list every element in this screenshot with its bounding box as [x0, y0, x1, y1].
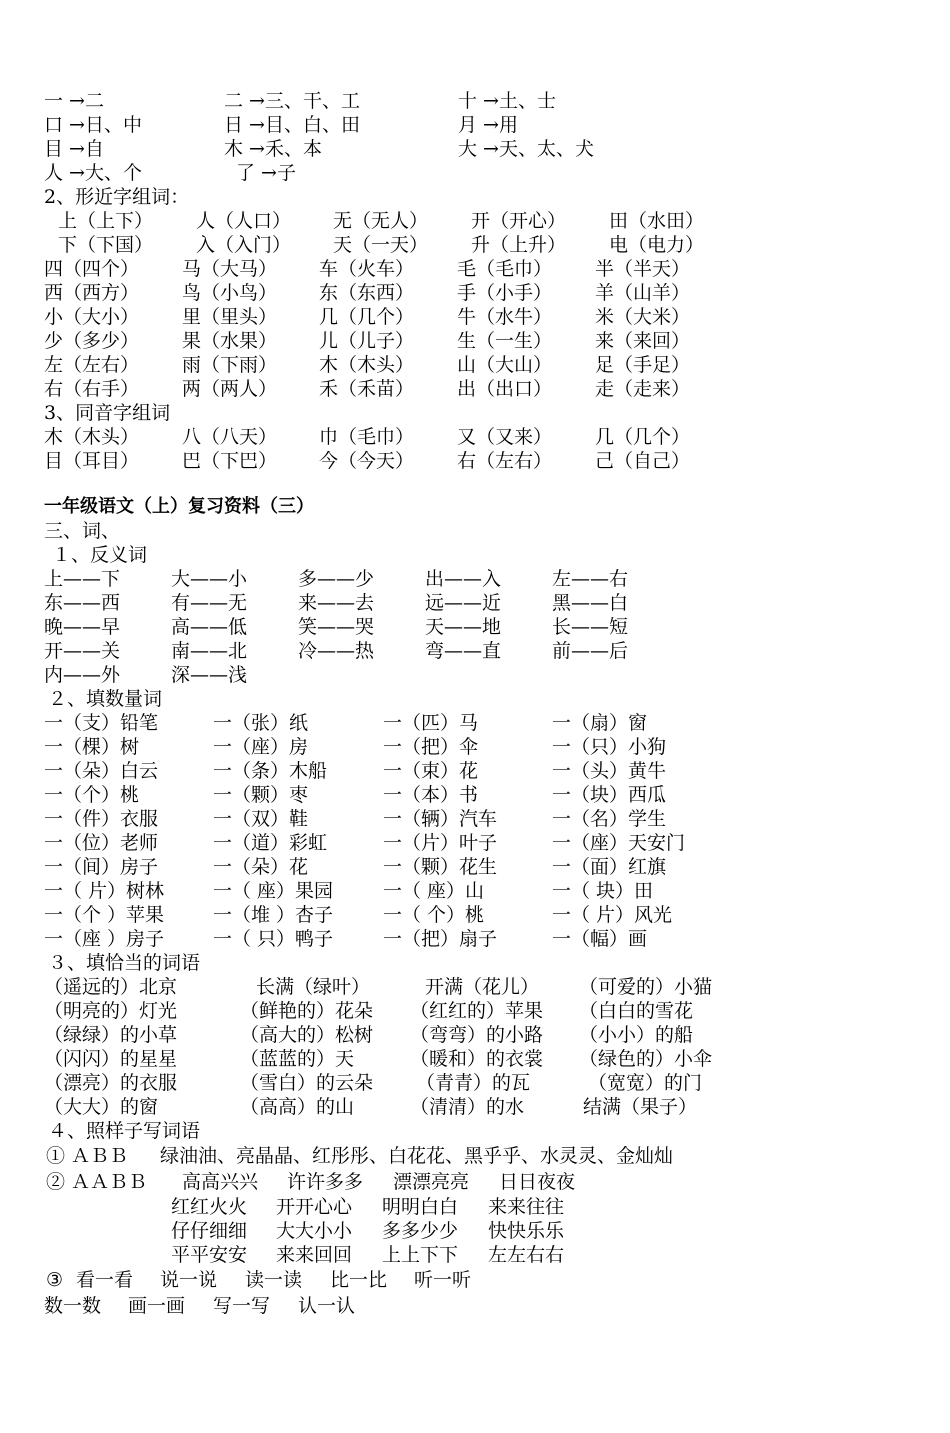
- section-heading-antonym: １、反义词: [52, 544, 148, 566]
- aabb-row: [44, 1243, 924, 1267]
- measure-word-table: [44, 711, 924, 951]
- measure-item: 一（ 只）鸭子: [213, 928, 334, 950]
- antonym-row: [44, 615, 924, 639]
- aba-row: [44, 1293, 924, 1319]
- antonym-item: 出——入: [425, 568, 502, 590]
- section-heading-fill: ３、填恰当的词语: [48, 952, 201, 974]
- antonym-item: 内——外: [44, 664, 121, 686]
- measure-row: [44, 879, 924, 903]
- similar-row: [44, 281, 924, 305]
- aabb-item: 明明白白: [382, 1196, 459, 1218]
- antonym-item: 天——地: [425, 616, 502, 638]
- antonym-row: [44, 663, 924, 687]
- antonym-item: 有——无: [171, 592, 248, 614]
- measure-item: 一（ 块）田: [552, 880, 654, 902]
- antonym-item: 东——西: [44, 592, 121, 614]
- similar-item: 走（走来）: [595, 378, 691, 400]
- homophone-row: [44, 449, 924, 473]
- homophone-row: [44, 425, 924, 449]
- abb-label: ① ＡＢＢ: [46, 1145, 129, 1167]
- homophone-item: 右（左右）: [457, 450, 553, 472]
- fill-item: （漂亮）的衣服: [44, 1072, 178, 1094]
- fill-item: （白白的雪花: [579, 1000, 694, 1022]
- similar-item: 禾（禾苗）: [319, 378, 415, 400]
- measure-item: 一（支）铅笔: [44, 712, 159, 734]
- subheading-words: 三、词、: [44, 520, 121, 542]
- aabb-table: [44, 1169, 924, 1267]
- measure-item: 一（名）学生: [552, 808, 667, 830]
- similar-item: 入（入门）: [196, 234, 292, 256]
- similar-item: 田（水田）: [609, 210, 705, 232]
- measure-row: [44, 927, 924, 951]
- aabb-item: 平平安安: [171, 1244, 248, 1266]
- radical-item: 口 →日、中: [44, 114, 142, 136]
- homophone-item: 巾（毛巾）: [319, 426, 415, 448]
- aba-item: 比一比: [330, 1269, 388, 1291]
- similar-item: 木（木头）: [319, 354, 415, 376]
- similar-item: 来（来回）: [595, 330, 691, 352]
- measure-item: 一（件）衣服: [44, 808, 159, 830]
- similar-row: [44, 209, 924, 233]
- radical-row: [44, 161, 924, 185]
- antonym-item: 弯——直: [425, 640, 502, 662]
- similar-item: 足（手足）: [595, 354, 691, 376]
- measure-item: 一（扇）窗: [552, 712, 648, 734]
- antonym-row: [44, 567, 924, 591]
- aba-item: 说一说: [160, 1269, 218, 1291]
- measure-item: 一（ 座）果园: [213, 880, 334, 902]
- radical-item: 木 →禾、本: [224, 138, 322, 160]
- aba-item: 看一看: [76, 1269, 134, 1291]
- similar-item: 车（火车）: [319, 258, 415, 280]
- radical-row: [44, 113, 924, 137]
- homophone-item: 目（耳目）: [44, 450, 140, 472]
- section-spacer: [44, 473, 924, 495]
- measure-item: 一（张）纸: [213, 712, 309, 734]
- measure-row: [44, 831, 924, 855]
- measure-item: 一（朵）花: [213, 856, 309, 878]
- aba-item: 认一认: [298, 1295, 356, 1317]
- antonym-item: 长——短: [552, 616, 629, 638]
- fill-word-table: [44, 975, 924, 1119]
- fill-item: （小小）的船: [579, 1024, 694, 1046]
- fill-item: 结满（果子）: [583, 1096, 698, 1118]
- homophone-item: 今（今天）: [319, 450, 415, 472]
- similar-row: [44, 233, 924, 257]
- page-title: 一年级语文（上）复习资料（三）: [44, 496, 314, 517]
- antonym-item: 南——北: [171, 640, 248, 662]
- fill-item: （青青）的瓦: [416, 1072, 531, 1094]
- measure-row: [44, 855, 924, 879]
- aabb-item: 漂漂亮亮: [393, 1171, 470, 1193]
- measure-item: 一（ 座）山: [383, 880, 485, 902]
- homophone-item: 己（自己）: [595, 450, 691, 472]
- antonym-item: 上——下: [44, 568, 121, 590]
- measure-item: 一（座 ）房子: [44, 928, 165, 950]
- fill-item: （绿绿）的小草: [44, 1024, 178, 1046]
- fill-item: （暖和）的衣裳: [410, 1048, 544, 1070]
- similar-item: 无（无人）: [333, 210, 429, 232]
- measure-item: 一（堆 ）杏子: [213, 904, 334, 926]
- aabb-item: 高高兴兴: [182, 1171, 259, 1193]
- measure-item: 一（匹）马: [383, 712, 479, 734]
- homophone-item: 几（几个）: [595, 426, 691, 448]
- radical-item: 十 →土、士: [458, 90, 556, 112]
- similar-row: [44, 377, 924, 401]
- aabb-item: 左左右右: [488, 1244, 565, 1266]
- similar-item: 出（出口）: [457, 378, 553, 400]
- aba-table: [44, 1267, 924, 1319]
- measure-item: 一（座）房: [213, 736, 309, 758]
- aba-item: 写一写: [213, 1295, 271, 1317]
- similar-item: 毛（毛巾）: [457, 258, 553, 280]
- aabb-item: 多多少少: [382, 1220, 459, 1242]
- aabb-item: 快快乐乐: [488, 1220, 565, 1242]
- similar-item: 生（一生）: [457, 330, 553, 352]
- measure-item: 一（道）彩虹: [213, 832, 328, 854]
- fill-item: （清清）的水: [410, 1096, 525, 1118]
- antonym-item: 开——关: [44, 640, 121, 662]
- similar-item: 东（东西）: [319, 282, 415, 304]
- radical-item: 一 →二: [44, 90, 104, 112]
- aabb-row: [44, 1195, 924, 1219]
- similar-item: 小（大小）: [44, 306, 140, 328]
- similar-item: 牛（水牛）: [457, 306, 553, 328]
- similar-item: 半（半天）: [595, 258, 691, 280]
- similar-item: 儿（儿子）: [319, 330, 415, 352]
- fill-item: （高高）的山: [240, 1096, 355, 1118]
- similar-item: 右（右手）: [44, 378, 140, 400]
- measure-item: 一（把）伞: [383, 736, 479, 758]
- antonym-row: [44, 639, 924, 663]
- measure-item: 一（ 片）风光: [552, 904, 673, 926]
- measure-item: 一（把）扇子: [383, 928, 498, 950]
- measure-item: 一（棵）树: [44, 736, 140, 758]
- measure-item: 一（本）书: [383, 784, 479, 806]
- fill-item: （遥远的）北京: [44, 976, 178, 998]
- aabb-item: 仔仔细细: [171, 1220, 248, 1242]
- similar-item: 西（西方）: [44, 282, 140, 304]
- fill-item: （明亮的）灯光: [44, 1000, 178, 1022]
- measure-item: 一（双）鞋: [213, 808, 309, 830]
- antonym-item: 大——小: [171, 568, 248, 590]
- antonym-table: [44, 567, 924, 687]
- measure-item: 一（ 片）树林: [44, 880, 165, 902]
- homophone-item: 又（又来）: [457, 426, 553, 448]
- measure-item: 一（位）老师: [44, 832, 159, 854]
- similar-item: 四（四个）: [44, 258, 140, 280]
- similar-item: 电（电力）: [609, 234, 705, 256]
- antonym-item: 左——右: [552, 568, 629, 590]
- fill-item: （闪闪）的星星: [44, 1048, 178, 1070]
- similar-item: 羊（山羊）: [595, 282, 691, 304]
- measure-item: 一（头）黄牛: [552, 760, 667, 782]
- similar-row: [44, 353, 924, 377]
- fill-row: [44, 1047, 924, 1071]
- measure-item: 一（束）花: [383, 760, 479, 782]
- similar-item: 少（多少）: [44, 330, 140, 352]
- document-page: [44, 89, 924, 1319]
- aabb-item: 来来往往: [488, 1196, 565, 1218]
- aabb-row: [44, 1219, 924, 1243]
- aabb-item: 日日夜夜: [499, 1171, 576, 1193]
- similar-item: 左（左右）: [44, 354, 140, 376]
- similar-item: 雨（下雨）: [182, 354, 278, 376]
- section-heading-measure: ２、填数量词: [48, 688, 163, 710]
- aba-row: [44, 1267, 924, 1293]
- aabb-item: 许许多多: [287, 1171, 364, 1193]
- fill-row: [44, 1023, 924, 1047]
- radical-item: 大 →天、太、犬: [458, 138, 594, 160]
- radical-row: [44, 89, 924, 113]
- measure-item: 一（颗）花生: [383, 856, 498, 878]
- measure-item: 一（个 ）苹果: [44, 904, 165, 926]
- similar-item: 两（两人）: [182, 378, 278, 400]
- antonym-item: 笑——哭: [298, 616, 375, 638]
- similar-row: [44, 257, 924, 281]
- fill-item: （绿色的）小伞: [579, 1048, 713, 1070]
- homophone-item: 巴（下巴）: [182, 450, 278, 472]
- antonym-row: [44, 591, 924, 615]
- measure-row: [44, 711, 924, 735]
- abb-row: [44, 1143, 924, 1169]
- similar-item: 几（几个）: [319, 306, 415, 328]
- fill-item: （宽宽）的门: [588, 1072, 703, 1094]
- measure-row: [44, 807, 924, 831]
- radical-list: [44, 89, 924, 185]
- aba-label: ③: [46, 1269, 64, 1291]
- similar-item: 马（大马）: [182, 258, 278, 280]
- measure-item: 一（颗）枣: [213, 784, 309, 806]
- similar-item: 手（小手）: [457, 282, 553, 304]
- measure-row: [44, 783, 924, 807]
- aba-item: 听一听: [414, 1269, 472, 1291]
- measure-item: 一（片）叶子: [383, 832, 498, 854]
- fill-item: 长满（绿叶）: [256, 976, 371, 998]
- similar-item: 米（大米）: [595, 306, 691, 328]
- similar-item: 下（下国）: [58, 234, 154, 256]
- measure-item: 一（个）桃: [44, 784, 140, 806]
- aabb-item: 来来回回: [276, 1244, 353, 1266]
- antonym-item: 黑——白: [552, 592, 629, 614]
- aabb-item: 大大小小: [276, 1220, 353, 1242]
- antonym-item: 远——近: [425, 592, 502, 614]
- measure-item: 一（ 个）桃: [383, 904, 485, 926]
- section-heading-homophone: 3、同音字组词: [44, 402, 171, 424]
- aabb-label: ② ＡＡＢＢ: [46, 1171, 148, 1193]
- homophone-table: [44, 425, 924, 473]
- antonym-item: 冷——热: [298, 640, 375, 662]
- measure-item: 一（座）天安门: [552, 832, 686, 854]
- measure-item: 一（条）木船: [213, 760, 328, 782]
- measure-item: 一（朵）白云: [44, 760, 159, 782]
- homophone-item: 木（木头）: [44, 426, 140, 448]
- radical-item: 人 →大、个: [44, 162, 142, 184]
- radical-item: 日 →目、白、田: [224, 114, 360, 136]
- measure-row: [44, 903, 924, 927]
- aabb-item: 开开心心: [276, 1196, 353, 1218]
- similar-item: 里（里头）: [182, 306, 278, 328]
- antonym-item: 高——低: [171, 616, 248, 638]
- similar-row: [44, 329, 924, 353]
- aabb-item: 上上下下: [382, 1244, 459, 1266]
- fill-row: [44, 1095, 924, 1119]
- fill-item: （大大）的窗: [44, 1096, 159, 1118]
- similar-item: 上（上下）: [58, 210, 154, 232]
- homophone-item: 八（八天）: [182, 426, 278, 448]
- aabb-item: 红红火火: [171, 1196, 248, 1218]
- fill-item: （鲜艳的）花朵: [240, 1000, 374, 1022]
- measure-row: [44, 759, 924, 783]
- fill-row: [44, 975, 924, 999]
- antonym-item: 深——浅: [171, 664, 248, 686]
- similar-item: 开（开心）: [471, 210, 567, 232]
- fill-item: （可爱的）小猫: [579, 976, 713, 998]
- fill-item: 开满（花儿）: [425, 976, 540, 998]
- radical-item: 了 →子: [236, 162, 296, 184]
- measure-item: 一（幅）画: [552, 928, 648, 950]
- radical-row: [44, 137, 924, 161]
- radical-item: 月 →用: [458, 114, 518, 136]
- similar-row: [44, 305, 924, 329]
- similar-item: 天（一天）: [333, 234, 429, 256]
- fill-item: （红红的）苹果: [410, 1000, 544, 1022]
- similar-item: 人（人口）: [196, 210, 292, 232]
- measure-item: 一（面）红旗: [552, 856, 667, 878]
- aba-item: 画一画: [128, 1295, 186, 1317]
- measure-row: [44, 735, 924, 759]
- aba-item: 读一读: [245, 1269, 303, 1291]
- aabb-row: [44, 1169, 924, 1195]
- measure-item: 一（间）房子: [44, 856, 159, 878]
- similar-item: 升（上升）: [471, 234, 567, 256]
- fill-item: （高大的）松树: [240, 1024, 374, 1046]
- antonym-item: 多——少: [298, 568, 375, 590]
- aba-item: 数一数: [44, 1295, 102, 1317]
- antonym-item: 前——后: [552, 640, 629, 662]
- fill-item: （弯弯）的小路: [410, 1024, 544, 1046]
- measure-item: 一（块）西瓜: [552, 784, 667, 806]
- measure-item: 一（辆）汽车: [383, 808, 498, 830]
- fill-item: （雪白）的云朵: [240, 1072, 374, 1094]
- fill-row: [44, 999, 924, 1023]
- section-heading-pattern: ４、照样子写词语: [48, 1120, 201, 1142]
- section-heading-similar: 2、形近字组词：: [44, 186, 190, 208]
- radical-item: 二 →三、干、工: [224, 90, 360, 112]
- similar-words-table: [44, 209, 924, 401]
- antonym-item: 来——去: [298, 592, 375, 614]
- antonym-item: 晚——早: [44, 616, 121, 638]
- fill-item: （蓝蓝的）天: [240, 1048, 355, 1070]
- similar-item: 果（水果）: [182, 330, 278, 352]
- radical-item: 目 →自: [44, 138, 104, 160]
- abb-words: 绿油油、亮晶晶、红彤彤、白花花、黑乎乎、水灵灵、金灿灿: [160, 1145, 674, 1167]
- measure-item: 一（只）小狗: [552, 736, 667, 758]
- similar-item: 山（大山）: [457, 354, 553, 376]
- similar-item: 鸟（小鸟）: [182, 282, 278, 304]
- fill-row: [44, 1071, 924, 1095]
